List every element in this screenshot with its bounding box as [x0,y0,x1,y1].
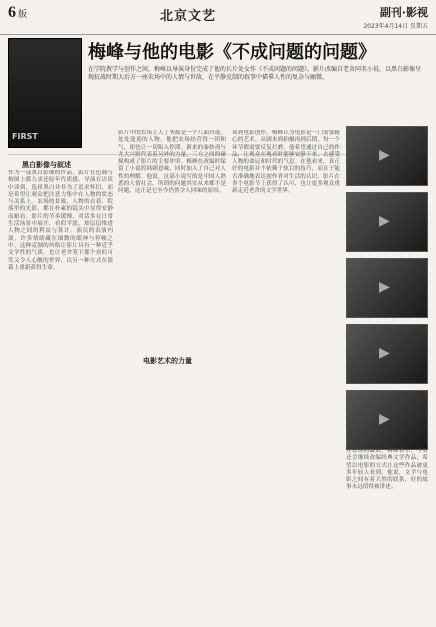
film-stills [346,126,428,446]
film-still-icon: ▶ [379,213,390,229]
film-still [346,126,428,186]
film-still-icon: ▶ [379,411,390,427]
page-number: 6 版 [8,4,28,21]
film-still [346,258,428,318]
film-still [346,192,428,252]
article-lead: 在学院教学与创作之间，梅峰以导演身份完成了他的长片处女作《不成问题的问题》。影片改编自老舍同名小说，以黑白影像呈现抗战时期大后方一座农场中的人情与世故，在平静克制的叙事中描摹人性的复杂与幽微。 [88,66,422,81]
director-photo [8,38,82,148]
masthead [0,0,436,35]
film-still [346,390,428,450]
film-still-icon: ▶ [379,345,390,361]
section-name: 副刊·影视 [379,6,428,19]
article-column-2: 影片中的农场主人丁务源是一个八面玲珑、处处逢迎的人物，他把农场经营得一团和气，却也让一切陷入停滞。新来的秦妙斋与尤大兴则代表着另外的力量，三方之间的碰撞构成了影片的主要冲突。梅峰在改编时保留了小说的讽刺意味，同时加入了自己对人性的理解。他说，这部小说写的是中国人熟悉的人情社会，所谓的问题其实从来都不是问题，这正是它至今仍然令人回味的原因。 [118,130,226,195]
article-column-3: 谈到电影创作，梅峰认为电影是一门需要耐心的艺术。从剧本到拍摄再到后期，每一个环节都需要反复打磨。他希望通过自己的作品，让观众在观看时能够安静下来，去感受人物的命运和时代的气息。在他看来，真正好的电影并不依赖于炫目的技巧，而在于能否准确地表达创作者对生活的认识。影片在多个电影节上获得了认可，也让更多观众重新走近老舍的文学世界。 [232,130,340,195]
article-column-4: 在访谈的最后，梅峰表示，今后还会继续改编经典文学作品，希望以电影的方式让这些作品被更多年轻人看到。他说，文学与电影之间有着天然的联系，好的故事永远值得被讲述。 [346,448,428,491]
film-still-icon: ▶ [379,279,390,295]
film-still-icon: ▶ [379,147,390,163]
film-still [346,324,428,384]
newspaper-logo: 北京文艺 [160,9,217,24]
dateline: 2023年4月14日 星期五 [363,23,428,30]
section-title: 黑白影像与叙述 [22,161,71,169]
article-headline: 梅峰与他的电影《不成问题的问题》 [88,42,376,63]
section-subhead: 电影艺术的力量 [143,357,192,365]
article-column-1: 作为一部黑白影像的作品，影片在色调与构图上都力求还原年代质感。导演在访谈中谈到，选择黑白并非为了追求怀旧，而是希望让观众把注意力集中在人物的状态与关系上。农场的景致、人物的衣着、院落里的光影，都在朴素的镜头中显得安静而耐看。影片的节奏缓慢，对话多在日常生活场景中展开，看似平淡，却层层推进人物之间的利益与算计。演员的表演内敛，许多情绪藏在细微的眼神与停顿之中。这种克制的风格让影片具有一种近乎文学性的气质，也让老舍笔下那个看似可笑又令人心酸的世界，以另一种方式在银幕上重新获得生命。 [8,170,113,271]
photo-caption-text: FIRST [12,132,38,141]
